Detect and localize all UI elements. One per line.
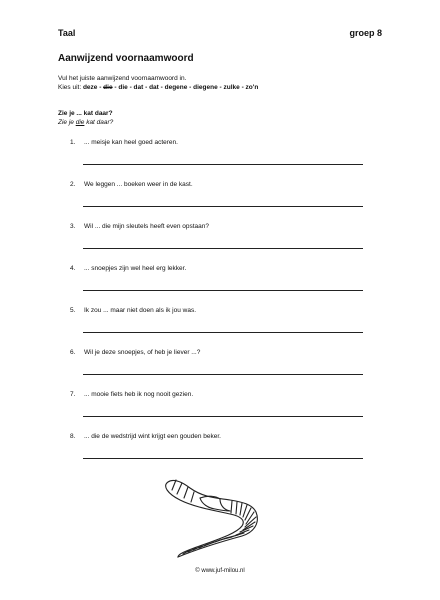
exercise-number: 1. bbox=[70, 139, 76, 146]
exercise-item bbox=[70, 349, 370, 356]
choose-label: Kies uit: bbox=[58, 84, 83, 91]
options-list bbox=[83, 84, 258, 91]
answer-line[interactable] bbox=[83, 248, 363, 249]
exercise-item bbox=[70, 307, 370, 314]
answer-line[interactable] bbox=[83, 164, 363, 165]
option-word bbox=[103, 84, 112, 91]
answer-line[interactable] bbox=[83, 458, 363, 459]
example-block bbox=[58, 109, 113, 127]
option-word bbox=[165, 84, 188, 91]
option-word-text: dat bbox=[149, 84, 159, 91]
exercise-item bbox=[70, 391, 370, 398]
exercise-number: 7. bbox=[70, 391, 76, 398]
exercise-sentence: We leggen ... boeken weer in de kast. bbox=[84, 181, 193, 188]
option-word-text: die bbox=[103, 84, 113, 91]
option-separator: - bbox=[217, 84, 224, 91]
example-answer-after: kat daar? bbox=[84, 119, 114, 126]
option-word bbox=[118, 84, 127, 91]
exercise-number: 8. bbox=[70, 433, 76, 440]
exercise-number: 3. bbox=[70, 223, 76, 230]
option-word bbox=[134, 84, 144, 91]
answer-line[interactable] bbox=[83, 374, 363, 375]
option-word bbox=[83, 84, 97, 91]
instruction-text: Vul het juiste aanwijzend voornaamwoord in. bbox=[58, 75, 187, 82]
example-question: Zie je ... kat daar? bbox=[58, 110, 113, 117]
option-word bbox=[246, 84, 259, 91]
exercise-item bbox=[70, 181, 370, 188]
option-word-text: diegene bbox=[193, 84, 218, 91]
exercise-sentence: Wil je deze snoepjes, of heb je liever ...? bbox=[84, 349, 201, 356]
exercise-number: 6. bbox=[70, 349, 76, 356]
exercise-number: 4. bbox=[70, 265, 76, 272]
exercise-sentence: Wil ... die mijn sleutels heeft even opstaan? bbox=[84, 223, 210, 230]
group-label: groep 8 bbox=[349, 28, 382, 38]
exercise-sentence: ... mooie fiets heb ik nog nooit gezien. bbox=[84, 391, 194, 398]
exercise-sentence: Ik zou ... maar niet doen als ik jou was. bbox=[84, 307, 196, 314]
option-word-text: die bbox=[118, 84, 128, 91]
exercise-number: 2. bbox=[70, 181, 76, 188]
example-answer-before: Zie je bbox=[58, 119, 76, 126]
option-separator: - bbox=[112, 84, 119, 91]
option-separator: - bbox=[239, 84, 246, 91]
option-separator: - bbox=[158, 84, 165, 91]
answer-line[interactable] bbox=[83, 332, 363, 333]
example-answer bbox=[58, 118, 113, 127]
answer-line[interactable] bbox=[83, 206, 363, 207]
exercise-sentence: ... snoepjes zijn wel heel erg lekker. bbox=[84, 265, 187, 272]
option-separator: - bbox=[97, 84, 104, 91]
example-answer-word: die bbox=[75, 119, 85, 126]
exercise-item bbox=[70, 265, 370, 272]
worm-illustration bbox=[160, 474, 290, 560]
option-separator: - bbox=[143, 84, 150, 91]
subject-label: Taal bbox=[58, 28, 76, 38]
option-separator: - bbox=[127, 84, 134, 91]
answer-line[interactable] bbox=[83, 290, 363, 291]
copyright-footer: © www.juf-milou.nl bbox=[195, 568, 245, 574]
exercise-sentence: ... die de wedstrijd wint krijgt een gouden beker. bbox=[84, 433, 221, 440]
option-word bbox=[193, 84, 218, 91]
option-word bbox=[224, 84, 240, 91]
option-separator: - bbox=[187, 84, 194, 91]
exercise-item bbox=[70, 433, 370, 440]
answer-line[interactable] bbox=[83, 416, 363, 417]
option-word-text: zo'n bbox=[245, 84, 259, 91]
option-word-text: dat bbox=[133, 84, 144, 91]
exercise-item bbox=[70, 139, 370, 146]
option-word-text: degene bbox=[164, 84, 188, 91]
worksheet-title: Aanwijzend voornaamwoord bbox=[58, 53, 194, 64]
exercise-sentence: ... meisje kan heel goed acteren. bbox=[84, 139, 178, 146]
option-word bbox=[149, 84, 159, 91]
exercise-item bbox=[70, 223, 370, 230]
option-word-text: deze bbox=[82, 84, 98, 91]
exercise-number: 5. bbox=[70, 307, 76, 314]
options-line bbox=[58, 83, 258, 92]
option-word-text: zulke bbox=[223, 84, 240, 91]
instructions bbox=[58, 74, 258, 92]
